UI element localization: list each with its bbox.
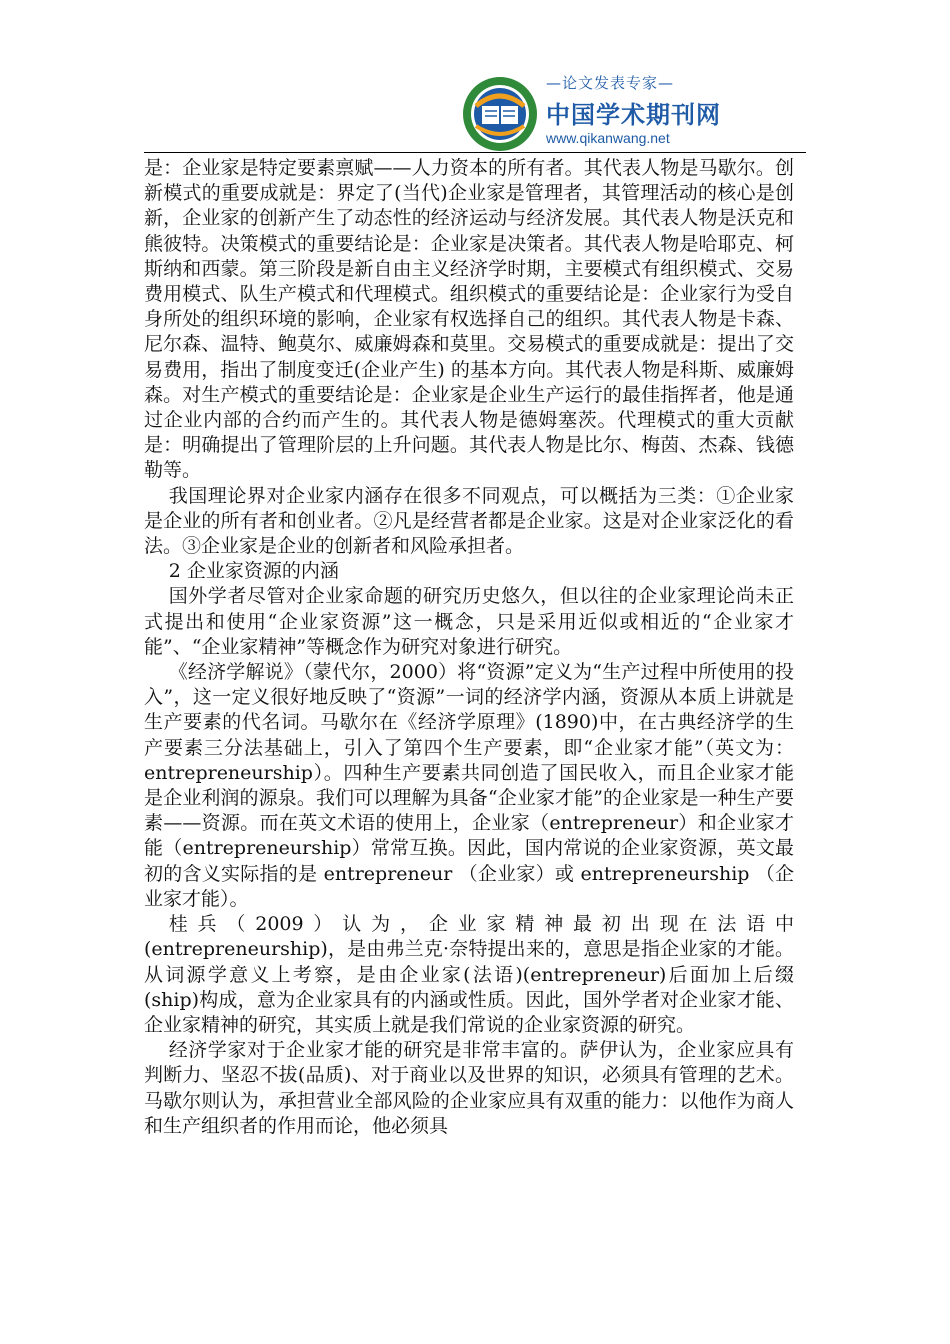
logo-text <box>546 72 721 146</box>
paragraph: 桂兵（2009）认为，企业家精神最初出现在法语中(entrepreneurship)，是由弗兰克·奈特提出来的，意思是指企业家的才能。从词源学意义上考察，是由企业家(法语)(entrepreneur)后面加上后缀(ship)构成，意为企业家具有的内涵或性质。因此，国外学者对企业家才能、企业家精神的研究，其实质上就是我们常说的企业家资源的研究。 <box>144 913 794 1036</box>
logo-url: www.qikanwang.net <box>546 130 670 146</box>
book-globe-icon <box>462 76 538 152</box>
article-body <box>144 156 794 1139</box>
header-divider <box>144 152 806 153</box>
paragraph: 经济学家对于企业家才能的研究是非常丰富的。萨伊认为，企业家应具有判断力、坚忍不拔(品质)、对于商业以及世界的知识，必须具有管理的艺术。马歇尔则认为，承担营业全部风险的企业家应具有双重的能力：以他作为商人和生产组织者的作用而论，他必须具 <box>144 1039 794 1137</box>
paragraph: 国外学者尽管对企业家命题的研究历史悠久，但以往的企业家理论尚未正式提出和使用“企业家资源”这一概念，只是采用近似或相近的“企业家才能”、“企业家精神”等概念作为研究对象进行研究。 <box>144 585 794 658</box>
logo-brand-name: 中国学术期刊网 <box>546 101 721 129</box>
paragraph: 是：企业家是特定要素禀赋——人力资本的所有者。其代表人物是马歇尔。创新模式的重要成就是：界定了(当代)企业家是管理者，其管理活动的核心是创新，企业家的创新产生了动态性的经济运动与经济发展。其代表人物是沃克和熊彼特。决策模式的重要结论是：企业家是决策者。其代表人物是哈耶克、柯斯纳和西蒙。第三阶段是新自由主义经济学时期，主要模式有组织模式、交易费用模式、队生产模式和代理模式。组织模式的重要结论是：企业家行为受自身所处的组织环境的影响，企业家有权选择自己的组织。其代表人物是卡森、尼尔森、温特、鲍莫尔、威廉姆森和莫里。交易模式的重要成就是：提出了交易费用，指出了制度变迁(企业产生) 的基本方向。其代表人物是科斯、威廉姆森。对生产模式的重要结论是：企业家是企业生产运行的最佳指挥者，他是通过企业内部的合约而产生的。其代表人物是德姆塞茨。代理模式的重大贡献是：明确提出了管理阶层的上升问题。其代表人物是比尔、梅茵、杰森、钱德勒等。 <box>144 157 794 482</box>
header-logo <box>462 70 721 152</box>
section-heading: 2 企业家资源的内涵 <box>168 560 339 583</box>
paragraph: 我国理论界对企业家内涵存在很多不同观点，可以概括为三类：①企业家是企业的所有者和创业者。②凡是经营者都是企业家。这是对企业家泛化的看法。③企业家是企业的创新者和风险承担者。 <box>144 484 794 558</box>
logo-tagline: —论文发表专家— <box>546 74 675 92</box>
paragraph: 《经济学解说》（蒙代尔，2000）将“资源”定义为“生产过程中所使用的投入”，这一定义很好地反映了“资源”一词的经济学内涵，资源从本质上讲就是生产要素的代名词。马歇尔在《经济学原理》(1890)中，在古典经济学的生产要素三分法基础上，引入了第四个生产要素，即“企业家才能”（英文为：entrepreneurship）。四种生产要素共同创造了国民收入，而且企业家才能是企业利润的源泉。我们可以理解为具备“企业家才能”的企业家是一种生产要素——资源。而在英文术语的使用上，企业家（entrepreneur）和企业家才能（entrepreneurship）常常互换。因此，国内常说的企业家资源，英文最初的含义实际指的是 entrepreneur （企业家）或 entrepreneurship （企业家才能）。 <box>144 661 794 910</box>
